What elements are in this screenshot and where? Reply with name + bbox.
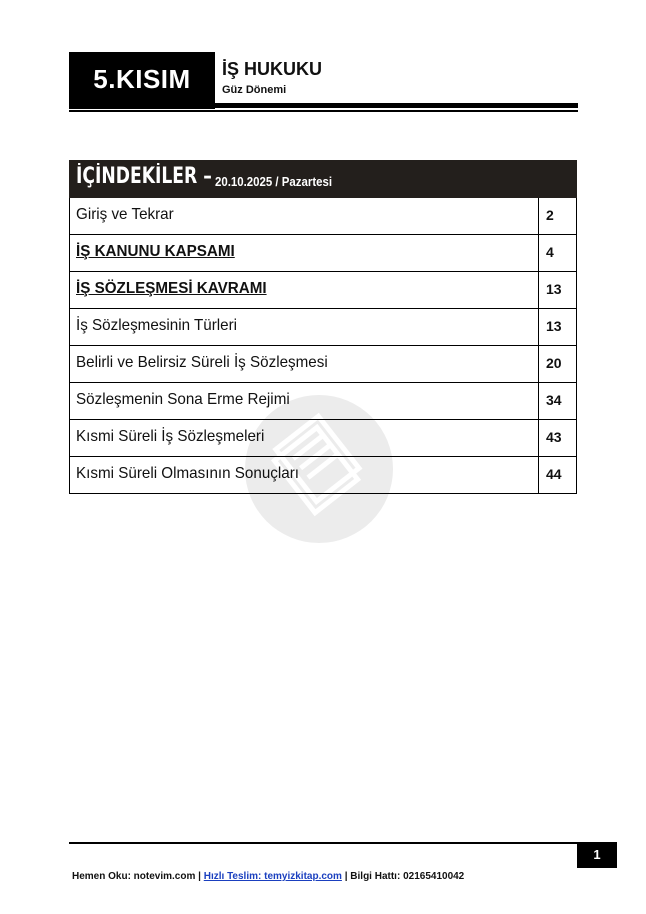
toc-row-divider: [538, 420, 539, 456]
section-label: 5.KISIM: [93, 64, 191, 94]
toc-row[interactable]: [69, 457, 577, 494]
page-number-badge: [577, 842, 617, 868]
toc-row[interactable]: [69, 272, 577, 309]
toc-row-page: 4: [546, 244, 554, 260]
toc-row-divider: [538, 383, 539, 419]
toc-row[interactable]: [69, 383, 577, 420]
toc-row-divider: [538, 346, 539, 382]
toc-row-page: 44: [546, 466, 562, 482]
footer-rule: [69, 842, 577, 844]
toc-row-page: 20: [546, 355, 562, 371]
toc-date: 20.10.2025 / Pazartesi: [215, 174, 333, 189]
section-badge: [69, 52, 215, 109]
toc-row-page: 13: [546, 281, 562, 297]
toc-row[interactable]: [69, 346, 577, 383]
toc-row[interactable]: [69, 420, 577, 457]
header-rule-thin: [69, 110, 578, 112]
toc-row-divider: [538, 198, 539, 234]
footer-text: [72, 871, 464, 882]
toc-row-page: 43: [546, 429, 562, 445]
toc-row-title: İŞ SÖZLEŞMESİ KAVRAMI: [76, 280, 267, 297]
toc-row-title: Kısmi Süreli Olmasının Sonuçları: [76, 465, 300, 482]
header-rule-thick: [215, 103, 578, 108]
toc-heading: İÇİNDEKİLER –: [76, 164, 212, 189]
page-title: İŞ HUKUKU: [222, 59, 323, 79]
toc-row-title: İş Sözleşmesinin Türleri: [76, 317, 238, 334]
toc-row-divider: [538, 272, 539, 308]
toc-row-divider: [538, 457, 539, 493]
page-subtitle: Güz Dönemi: [222, 84, 287, 96]
toc-row-title: İŞ KANUNU KAPSAMI: [76, 243, 235, 260]
toc-row-title: Sözleşmenin Sona Erme Rejimi: [76, 391, 290, 408]
table-of-contents: [69, 160, 577, 494]
toc-row[interactable]: [69, 235, 577, 272]
toc-row-page: 2: [546, 207, 554, 223]
toc-row-page: 13: [546, 318, 562, 334]
footer-delivery-link[interactable]: Hızlı Teslim: temyizkitap.com: [203, 871, 342, 882]
toc-row-title: Kısmi Süreli İş Sözleşmeleri: [76, 428, 265, 445]
toc-row[interactable]: [69, 198, 577, 235]
page-number: 1: [593, 847, 601, 862]
toc-row-divider: [538, 235, 539, 271]
toc-row[interactable]: [69, 309, 577, 346]
toc-header: [69, 160, 577, 198]
footer-separator: |: [198, 871, 201, 882]
toc-row-divider: [538, 309, 539, 345]
toc-row-title: Belirli ve Belirsiz Süreli İş Sözleşmesi: [76, 354, 328, 371]
toc-row-page: 34: [546, 392, 562, 408]
footer-hotline-label: Bilgi Hattı: 02165410042: [350, 871, 465, 882]
toc-row-title: Giriş ve Tekrar: [76, 206, 174, 223]
footer-read-label: Hemen Oku: notevim.com: [72, 871, 196, 882]
footer-separator: |: [344, 871, 348, 882]
